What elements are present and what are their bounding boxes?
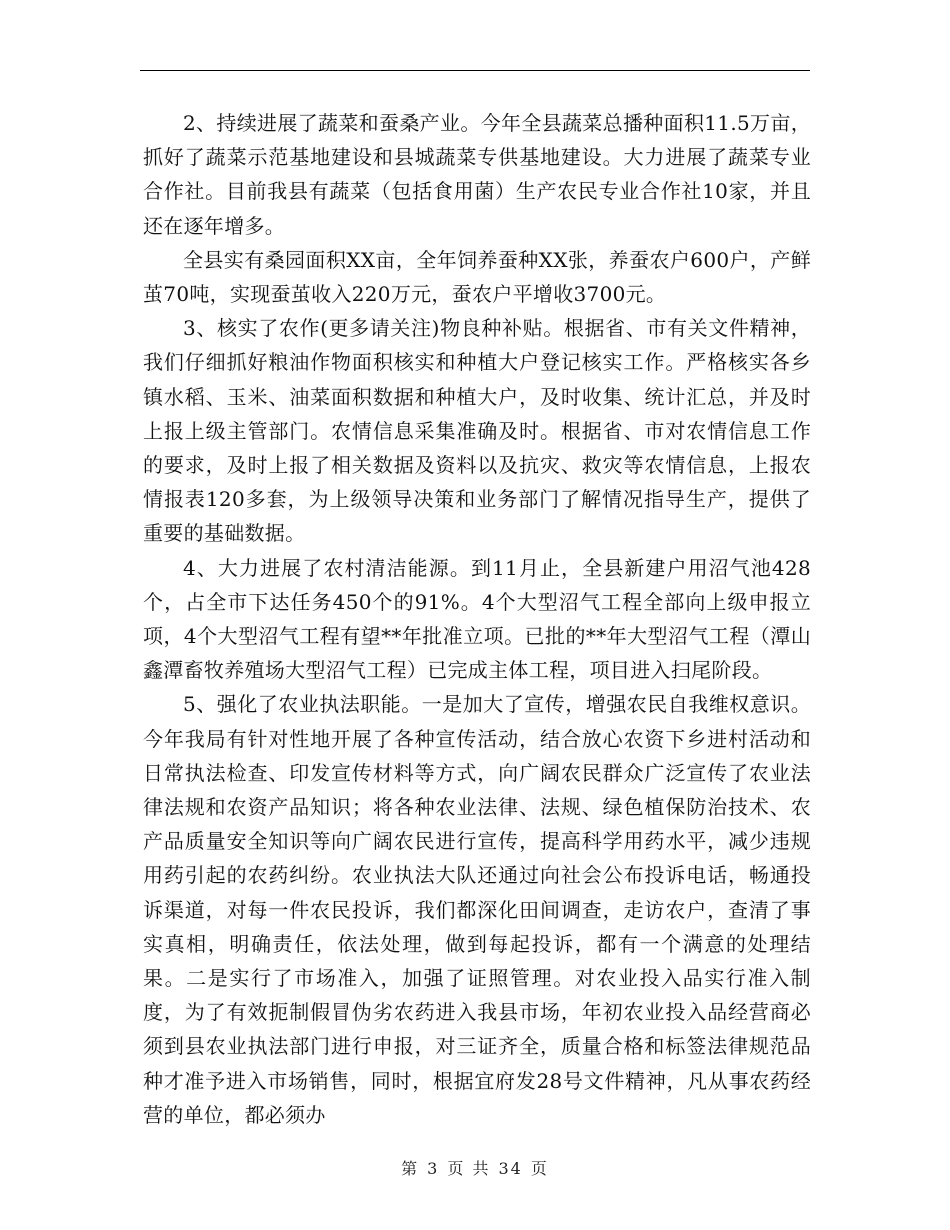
paragraph-vegetables: 2、持续进展了蔬菜和蚕桑产业。今年全县蔬菜总播种面积11.5万亩，抓好了蔬菜示范基地建设和县城蔬菜专供基地建设。大力进展了蔬菜专业合作社。目前我县有蔬菜（包括食用菌）生产农民专业合作社10家，并且还在逐年增多。 xyxy=(143,111,811,238)
header-rule xyxy=(140,70,810,71)
paragraph-mulberry: 全县实有桑园面积XX亩，全年饲养蚕种XX张，养蚕农户600户，产鲜茧70吨，实现蚕茧收入220万元，蚕农户平增收3700元。 xyxy=(143,247,811,307)
page-footer xyxy=(0,1156,950,1179)
paragraph-law-enforcement: 5、强化了农业执法职能。一是加大了宣传，增强农民自我维权意识。今年我局有针对性地开展了各种宣传活动，结合放心农资下乡进村活动和日常执法检查、印发宣传材料等方式，向广阔农民群众广泛宣传了农业法律法规和农资产品知识；将各种农业法律、法规、绿色植保防治技术、农产品质量安全知识等向广阔农民进行宣传，提高科学用药水平，减少违规用药引起的农药纠纷。农业执法大队还通过向社会公布投诉电话，畅通投诉渠道，对每一件农民投诉，我们都深化田间调查，走访农户，查清了事实真相，明确责任，依法处理，做到每起投诉，都有一个满意的处理结果。二是实行了市场准入，加强了证照管理。对农业投入品实行准入制度，为了有效扼制假冒伪劣农药进入我县市场，年初农业投入品经营商必须到县农业执法部门进行申报，对三证齐全，质量合格和标签法律规范品种才准予进入市场销售，同时，根据宜府发28号文件精神，凡从事农药经营的单位，都必须办 xyxy=(143,692,811,1127)
footer-middle: 页 共 xyxy=(447,1159,491,1178)
paragraph-seed-subsidy: 3、核实了农作(更多请关注)物良种补贴。根据省、市有关文件精神，我们仔细抓好粮油作物面积核实和种植大户登记核实工作。严格核实各乡镇水稻、玉米、油菜面积数据和种植大户，及时收集、统计汇总，并及时上报上级主管部门。农情信息采集准确及时。根据省、市对农情信息工作的要求，及时上报了相关数据及资料以及抗灾、救灾等农情信息，上报农情报表120多套，为上级领导决策和业务部门了解情况指导生产，提供了重要的基础数据。 xyxy=(143,316,811,546)
total-pages: 34 xyxy=(498,1159,523,1178)
footer-suffix: 页 xyxy=(530,1159,549,1178)
document-body xyxy=(143,106,811,1132)
page-number: 3 xyxy=(427,1159,440,1178)
footer-prefix: 第 xyxy=(401,1159,420,1178)
paragraph-clean-energy: 4、大力进展了农村清洁能源。到11月止，全县新建户用沼气池428个，占全市下达任务450个的91%。4个大型沼气工程全部向上级申报立项，4个大型沼气工程有望**年批准立项。已批的**年大型沼气工程（潭山鑫潭畜牧养殖场大型沼气工程）已完成主体工程，项目进入扫尾阶段。 xyxy=(143,555,811,683)
